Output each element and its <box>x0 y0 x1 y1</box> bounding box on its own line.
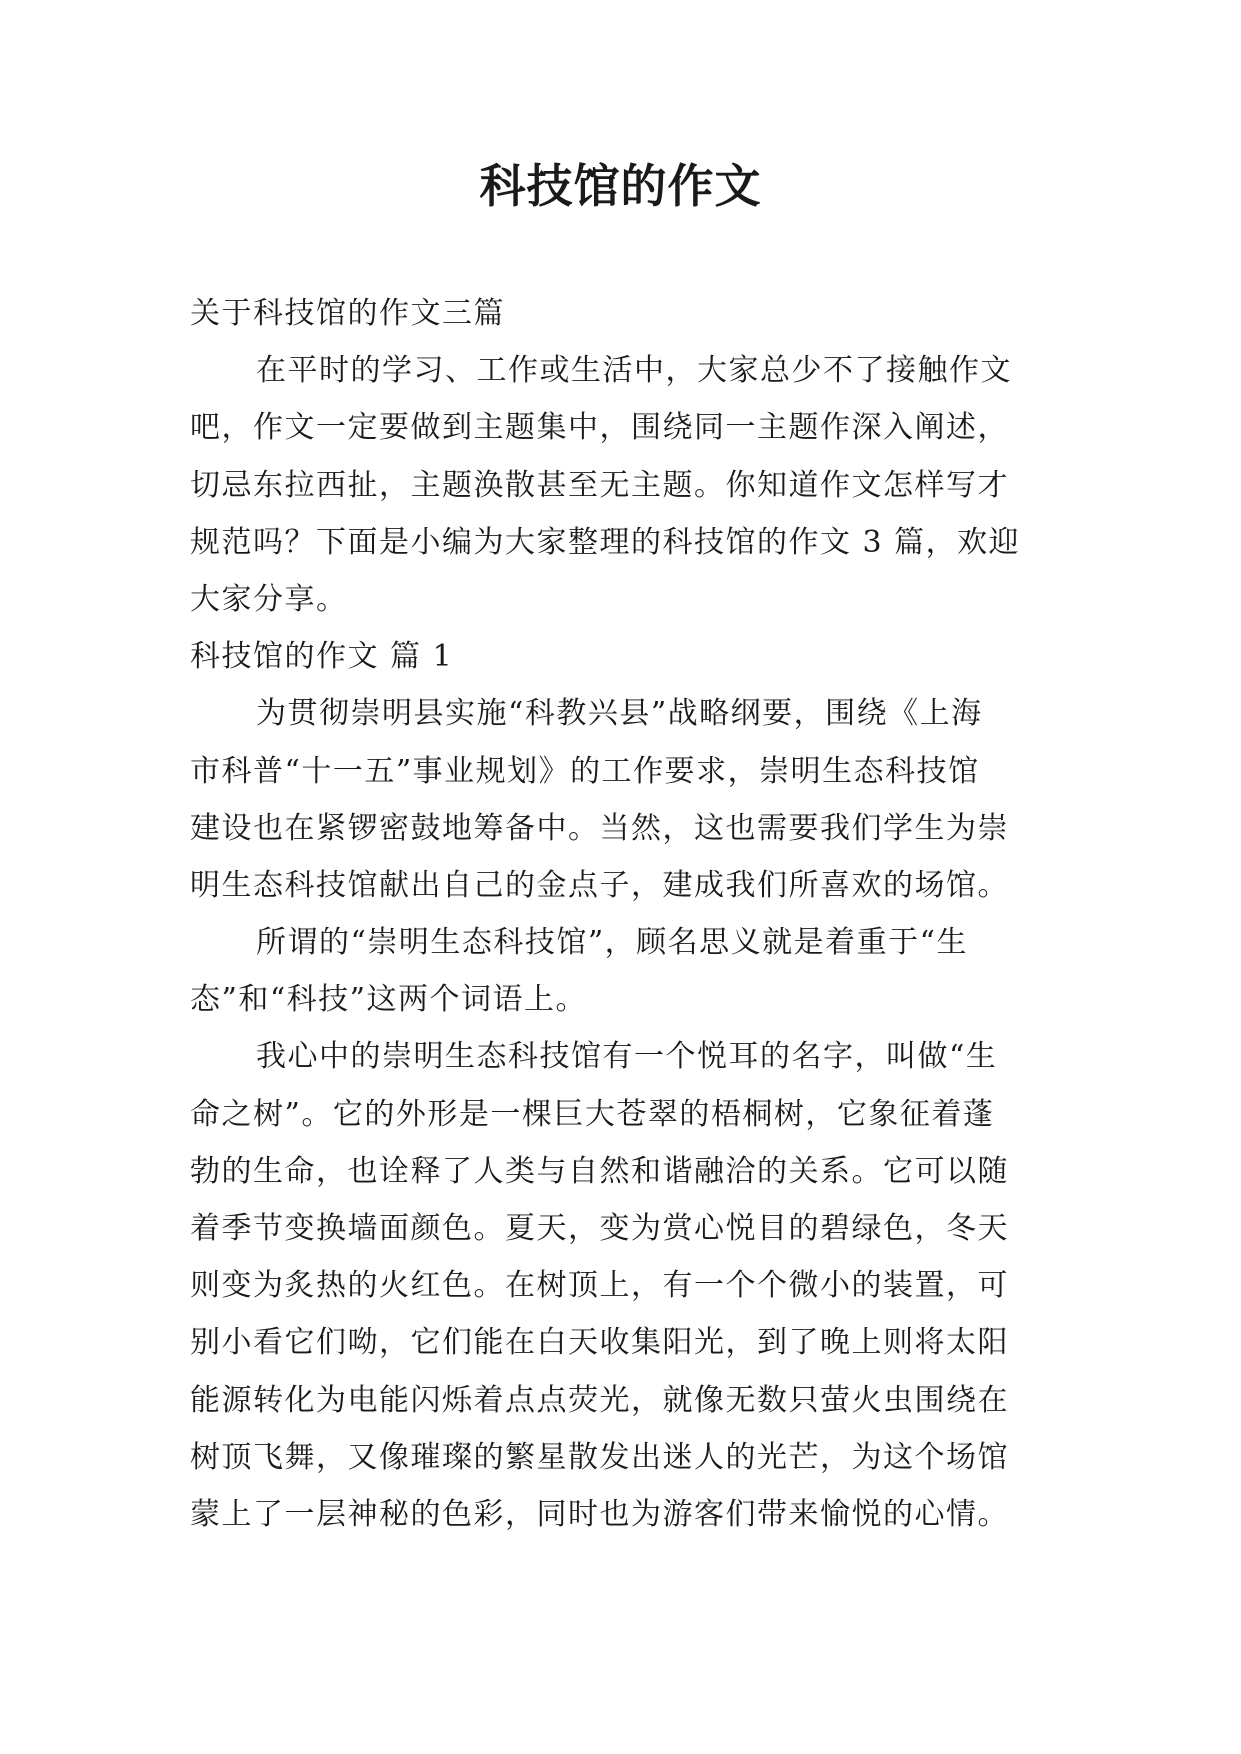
text-line: 别小看它们呦，它们能在白天收集阳光，到了晚上则将太阳 <box>190 1325 1009 1361</box>
text-line: 能源转化为电能闪烁着点点荧光，就像无数只萤火虫围绕在 <box>190 1382 1009 1418</box>
text-line: 规范吗？下面是小编为大家整理的科技馆的作文 3 篇，欢迎 <box>190 524 1021 560</box>
text-line: 所谓的“崇明生态科技馆”，顾名思义就是着重于“生 <box>256 925 969 961</box>
text-line: 命之树”。它的外形是一棵巨大苍翠的梧桐树，它象征着蓬 <box>190 1096 995 1132</box>
text-line: 切忌东拉西扯，主题涣散甚至无主题。你知道作文怎样写才 <box>190 467 1009 503</box>
text-line: 大家分享。 <box>190 581 348 617</box>
text-line: 关于科技馆的作文三篇 <box>190 296 505 331</box>
text-line: 则变为炙热的火红色。在树顶上，有一个个微小的装置，可 <box>190 1268 1009 1304</box>
text-line: 态”和“科技”这两个词语上。 <box>190 982 588 1018</box>
document-body <box>190 285 1050 1543</box>
text-line: 科技馆的作文 篇 1 <box>190 639 454 675</box>
document-title: 科技馆的作文 <box>479 159 762 213</box>
text-line: 蒙上了一层神秘的色彩，同时也为游客们带来愉悦的心情。 <box>190 1496 1009 1532</box>
text-line: 吧，作文一定要做到主题集中，围绕同一主题作深入阐述， <box>190 410 1009 446</box>
text-line: 我心中的崇明生态科技馆有一个悦耳的名字，叫做“生 <box>256 1039 998 1075</box>
text-line: 为贯彻崇明县实施“科教兴县”战略纲要，围绕《上海 <box>256 696 983 732</box>
text-line: 着季节变换墙面颜色。夏天，变为赏心悦目的碧绿色，冬天 <box>190 1211 1009 1246</box>
text-line: 明生态科技馆献出自己的金点子，建成我们所喜欢的场馆。 <box>190 867 1009 903</box>
text-line: 建设也在紧锣密鼓地筹备中。当然，这也需要我们学生为崇 <box>190 810 1009 846</box>
text-line: 市科普“十一五”事业规划》的工作要求，崇明生态科技馆 <box>190 753 980 789</box>
text-line: 勃的生命，也诠释了人类与自然和谐融洽的关系。它可以随 <box>190 1153 1009 1189</box>
text-line: 树顶飞舞，又像璀璨的繁星散发出迷人的光芒，为这个场馆 <box>190 1439 1009 1475</box>
text-line: 在平时的学习、工作或生活中，大家总少不了接触作文 <box>256 353 1012 389</box>
